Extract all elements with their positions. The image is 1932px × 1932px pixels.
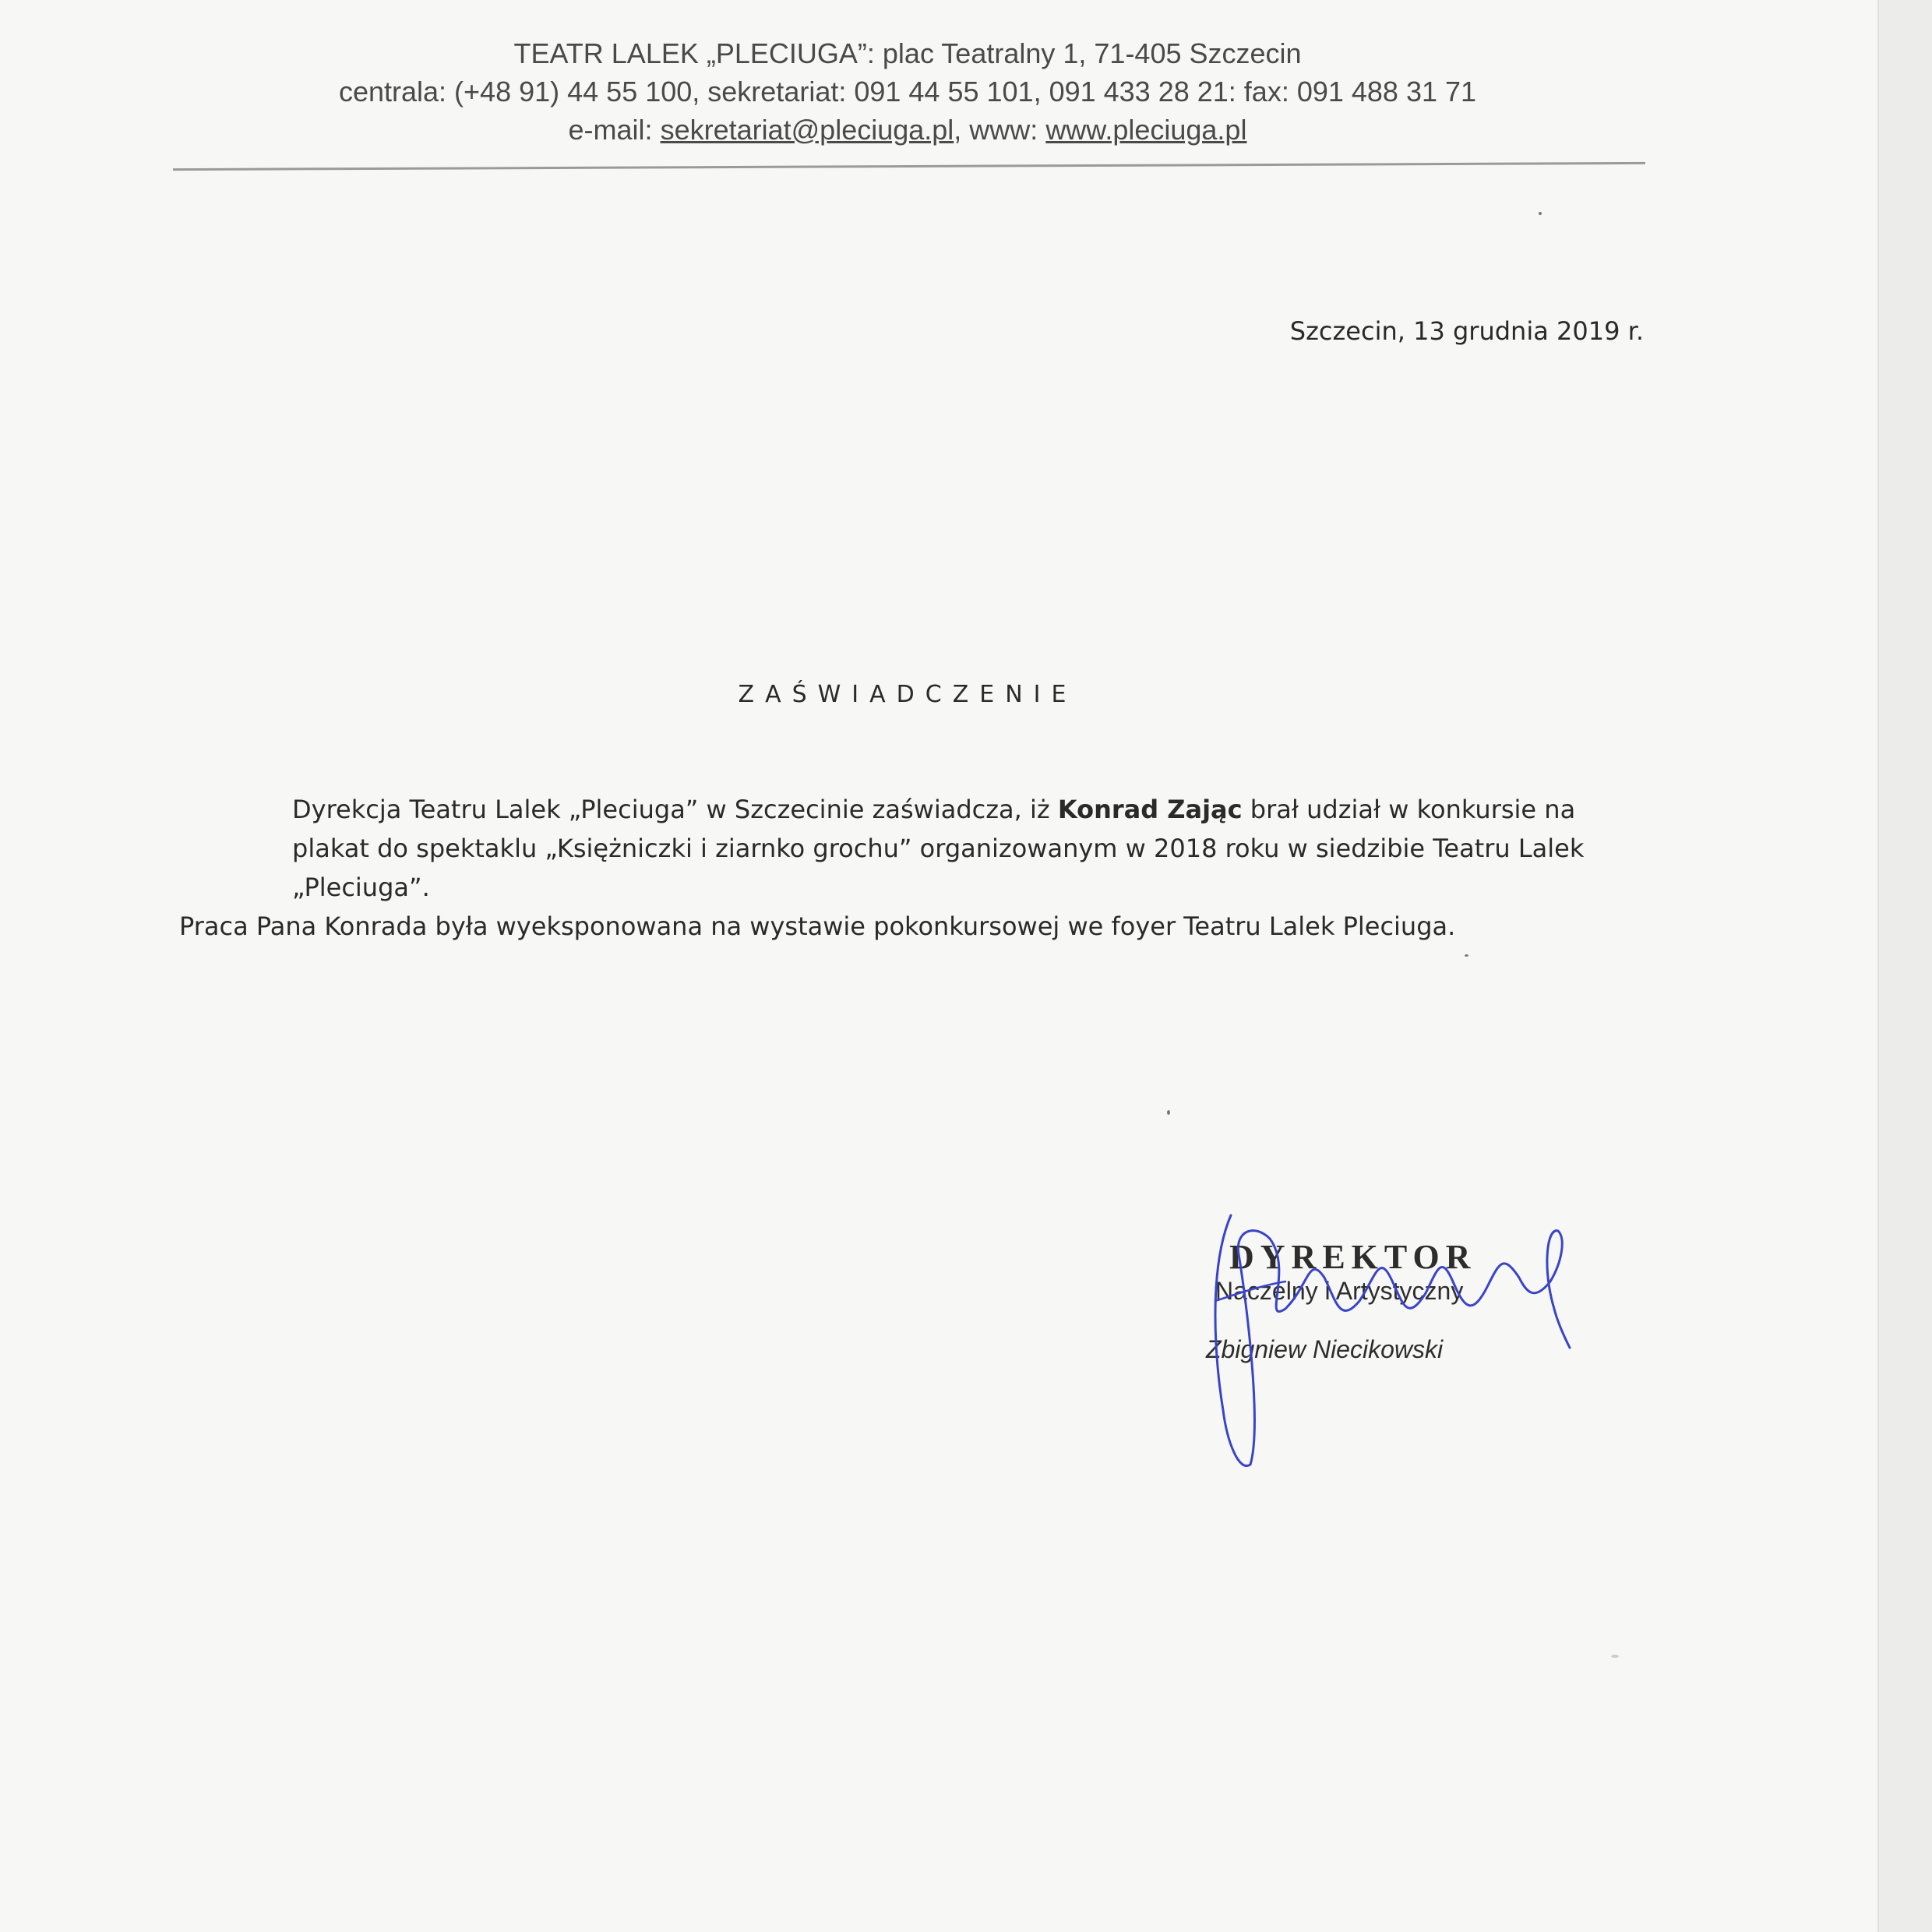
paper-speck [1465,954,1468,957]
document-date: Szczecin, 13 grudnia 2019 r. [1289,316,1644,346]
recipient-name: Konrad Zając [1057,795,1243,824]
letterhead-address: TEATR LALEK „PLECIUGA”: plac Teatralny 1, 71-405 Szczecin [513,37,1302,69]
body-paragraph-1 [179,790,1636,907]
p1-text-after: brał udział w konkursie na plakat do spektaklu „Księżniczki i ziarnko grochu” organizowanym w 2018 roku w siedzibie Teatru Lalek „Pleciuga”. [292,795,1585,902]
letterhead-phones: centrala: (+48 91) 44 55 100, sekretariat: 091 44 55 101, 091 433 28 21: fax: 091 488 31 71 [338,76,1477,108]
stamp-subtitle: Naczelny i Artystyczny [1215,1277,1464,1305]
stamp-name: Zbigniew Niecikowski [1206,1335,1444,1363]
p1-text-before: Dyrekcja Teatru Lalek „Pleciuga” w Szczecinie zaświadcza, iż [292,795,1058,824]
letterhead-contact [0,111,1815,149]
www-label: , www: [954,114,1046,146]
handwritten-signature [1192,1208,1597,1480]
document-title: ZAŚWIADCZENIE [738,681,1077,708]
letterhead-divider [173,162,1645,171]
paper-speck [1539,212,1542,215]
document-body [179,790,1636,946]
paper-speck [1167,1110,1170,1115]
paper-speck [1611,1655,1619,1658]
body-paragraph-2: Praca Pana Konrada była wyeksponowana na wystawie pokonkursowej we foyer Teatru Lalek Pleciuga. [179,911,1456,941]
stamp-title: DYREKTOR [1229,1238,1477,1276]
scan-edge [1877,0,1932,1932]
website-link[interactable]: www.pleciuga.pl [1045,114,1247,146]
letterhead [0,34,1815,149]
email-link[interactable]: sekretariat@pleciuga.pl [660,114,954,146]
email-label: e-mail: [568,114,661,146]
